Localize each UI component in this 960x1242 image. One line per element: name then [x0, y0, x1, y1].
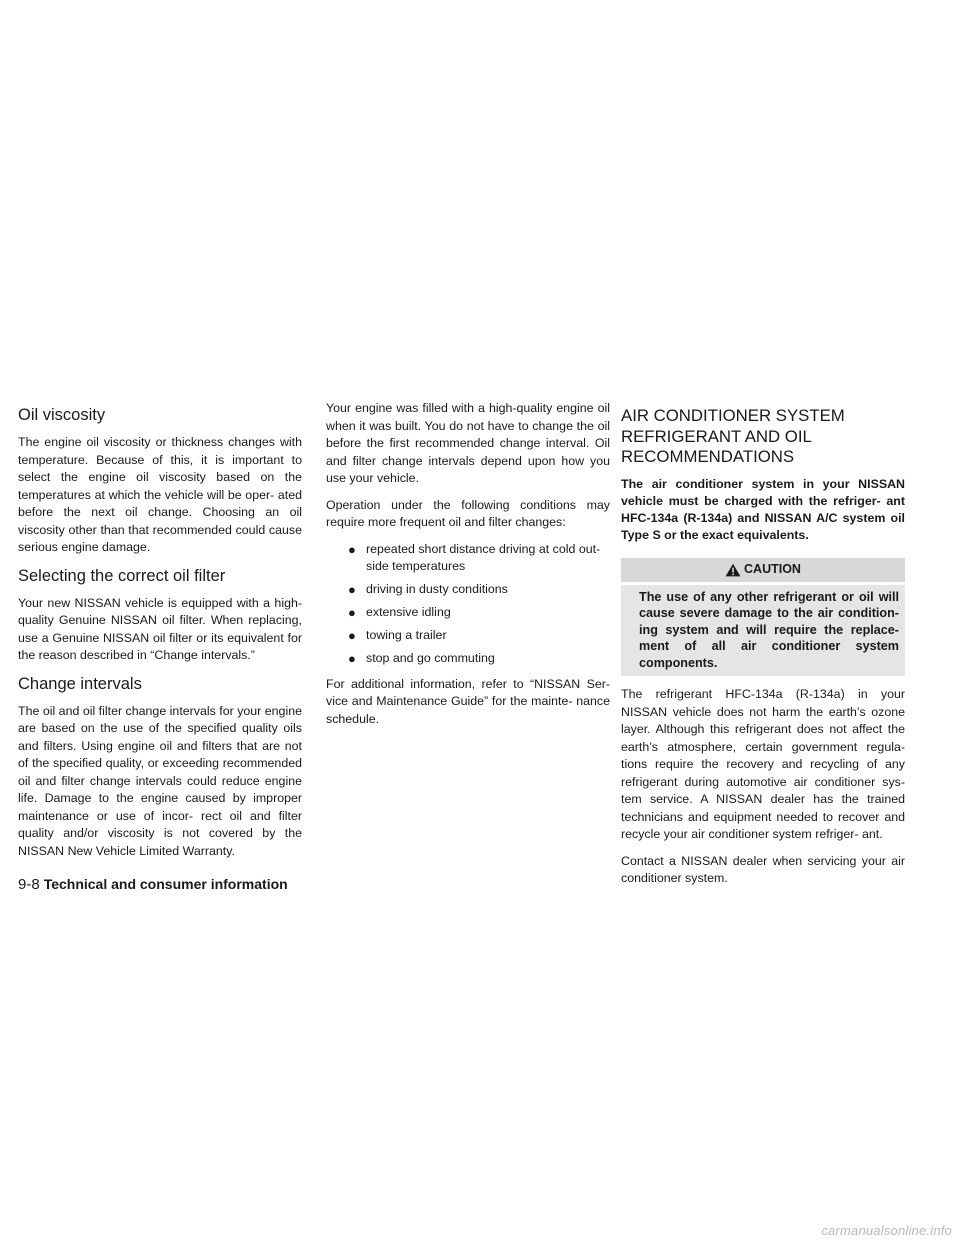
ac-requirement-paragraph: The air conditioner system in your NISSAN vehicle must be charged with the refriger- ant HFC-134a (R-134a) and NISSAN A/C system oil Type S or the exact equivalents.: [621, 476, 905, 542]
caution-text: The use of any other refrigerant or oil will cause severe damage to the air condition- ing system and will require the replace- ment of all air conditioner system components.: [621, 585, 905, 677]
list-item: ● stop and go commuting: [348, 651, 495, 666]
warning-triangle-icon: [725, 563, 741, 577]
change-intervals-paragraph: The oil and oil filter change intervals for your engine are based on the use of the specified quality oils and filters. Using engine oil and filters that are not of the specified quality, or exceeding recommended oil and filter change intervals could reduce engine life. Damage to the engine caused by improper maintenance or use of incor- rect oil and filter quality and/or viscosity is not covered by the NISSAN New Vehicle Limited Warranty.: [18, 703, 302, 858]
additional-info-paragraph: For additional information, refer to “NISSAN Ser- vice and Maintenance Guide” for the mainte- nance schedule.: [326, 676, 610, 726]
page-number: 9-8: [18, 876, 40, 893]
list-item: ● driving in dusty conditions: [348, 582, 508, 597]
watermark-text: carmanualsonline.info: [821, 1223, 952, 1238]
engine-oil-paragraph: Your engine was filled with a high-quality engine oil when it was built. You do not have to change the oil before the first recommended change interval. Oil and filter change intervals depend upon how you use your vehicle.: [326, 401, 610, 485]
caution-header: [621, 558, 905, 582]
list-item: ● repeated short distance driving at cold out- side temperatures: [348, 541, 601, 573]
operation-conditions-paragraph: Operation under the following conditions may require more frequent oil and filter changes:: [326, 497, 610, 529]
change-intervals-heading: Change intervals: [18, 674, 142, 693]
list-item: ● towing a trailer: [348, 628, 447, 643]
oil-filter-heading: Selecting the correct oil filter: [18, 566, 226, 585]
bullet-icon: ●: [348, 541, 356, 557]
list-item: ● extensive idling: [348, 605, 451, 620]
caution-label: CAUTION: [744, 561, 801, 576]
left-column: [18, 400, 302, 869]
page-footer: [18, 876, 288, 893]
section-title: Technical and consumer information: [43, 876, 288, 892]
ac-system-heading: AIR CONDITIONER SYSTEM REFRIGERANT AND OIL RECOMMENDATIONS: [621, 406, 845, 466]
conditions-list: [326, 541, 610, 668]
oil-viscosity-heading: Oil viscosity: [18, 406, 106, 424]
right-column: [621, 400, 905, 897]
bullet-icon: ●: [348, 605, 356, 620]
contact-dealer-paragraph: Contact a NISSAN dealer when servicing your air conditioner system.: [621, 853, 905, 886]
oil-viscosity-paragraph: The engine oil viscosity or thickness changes with temperature. Because of this, it is important to select the engine oil viscosity based on the temperatures at which the vehicle will be oper- ated before the next oil change. Choosing an oil viscosity other than that recommended could cause serious engine damage.: [18, 435, 302, 554]
oil-filter-paragraph: Your new NISSAN vehicle is equipped with a high-quality Genuine NISSAN oil filter. When replacing, use a Genuine NISSAN oil filter or its equivalent for the reason described in “Change intervals.”: [18, 595, 302, 662]
bullet-icon: ●: [348, 582, 356, 597]
bullet-icon: ●: [348, 628, 356, 643]
bullet-icon: ●: [348, 651, 356, 666]
caution-box: [621, 558, 905, 677]
middle-column: [326, 400, 610, 737]
refrigerant-paragraph: The refrigerant HFC-134a (R-134a) in your NISSAN vehicle does not harm the earth’s ozone layer. Although this refrigerant does not affect the earth’s atmosphere, certain government regula- tions require the recovery and recycling of any refrigerant during automotive air conditioner sys- tem service. A NISSAN dealer has the trained technicians and equipment needed to recover and recycle your air conditioner system refriger- ant.: [621, 687, 905, 842]
